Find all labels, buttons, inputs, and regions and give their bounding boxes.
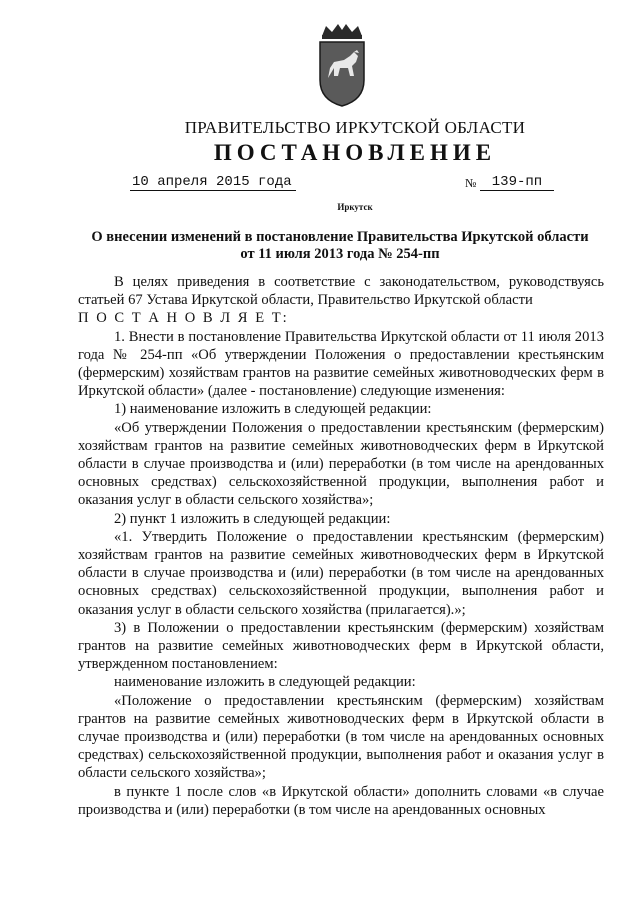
paragraph-5: «1. Утвердить Положение о предоставлении крестьянским (фермерским) хозяйствам грантов на развитие семейных животноводческих ферм в Иркутской области в случае производства и (или) переработки (в том числе на арендованных основных средствах) сельскохозяйственной продукции, выполнения работ и оказания услуг в области сельского хозяйства (прилагается).»; — [78, 528, 604, 618]
document-date: 10 апреля 2015 года — [130, 174, 296, 191]
paragraph-1: 1. Внести в постановление Правительства Иркутской области от 11 июля 2013 года № 254-пп «Об утверждении Положения о предоставлении крестьянским (фермерским) хозяйствам грантов на развитие семейных животноводческих ферм в Иркутской области» (далее - постановление) следующие изменения: — [78, 328, 604, 400]
document-title — [60, 229, 620, 263]
title-line-2: от 11 июля 2013 года № 254-пп — [240, 246, 440, 262]
paragraph-4: 2) пункт 1 изложить в следующей редакции: — [114, 510, 391, 527]
government-authority: ПРАВИТЕЛЬСТВО ИРКУТСКОЙ ОБЛАСТИ — [184, 118, 526, 137]
paragraph-7: наименование изложить в следующей редакции: — [114, 674, 416, 691]
resolves-heading: П О С Т А Н О В Л Я Е Т: — [78, 310, 289, 327]
paragraph-2: 1) наименование изложить в следующей редакции: — [114, 401, 432, 418]
preamble: В целях приведения в соответствие с законодательством, руководствуясь статьей 67 Устава Иркутской области, Правительство Иркутской области — [78, 274, 604, 309]
document-type: ПОСТАНОВЛЕНИЕ — [213, 140, 497, 165]
paragraph-3: «Об утверждении Положения о предоставлении крестьянским (фермерским) хозяйствам грантов на развитие семейных животноводческих ферм в Иркутской области в случае производства и (или) переработки (в том числе на арендованных основных средствах) сельскохозяйственной продукции, выполнения работ и оказания услуг в области сельского хозяйства»; — [78, 419, 604, 509]
city-name: Иркутск — [337, 202, 373, 212]
irkutsk-coat-of-arms-icon — [316, 22, 368, 108]
paragraph-6: 3) в Положении о предоставлении крестьянским (фермерским) хозяйствам грантов на развитие семейных животноводческих ферм в Иркутской области, утвержденном постановлением: — [78, 619, 604, 673]
document-number: 139-пп — [480, 174, 554, 191]
paragraph-9: в пункте 1 после слов «в Иркутской области» дополнить словами «в случае производства и (или) переработки (в том числе на арендованных основных — [78, 783, 604, 818]
paragraph-8: «Положение о предоставлении крестьянским (фермерским) хозяйствам грантов на развитие семейных животноводческих ферм в Иркутской области в случае производства и (или) переработки (в том числе на арендованных основных средствах) сельскохозяйственной продукции, выполнения работ и оказания услуг в области сельского хозяйства»; — [78, 692, 604, 782]
title-line-1: О внесении изменений в постановление Правительства Иркутской области — [91, 229, 589, 245]
document-body — [78, 273, 604, 819]
number-sign: № — [465, 176, 477, 190]
